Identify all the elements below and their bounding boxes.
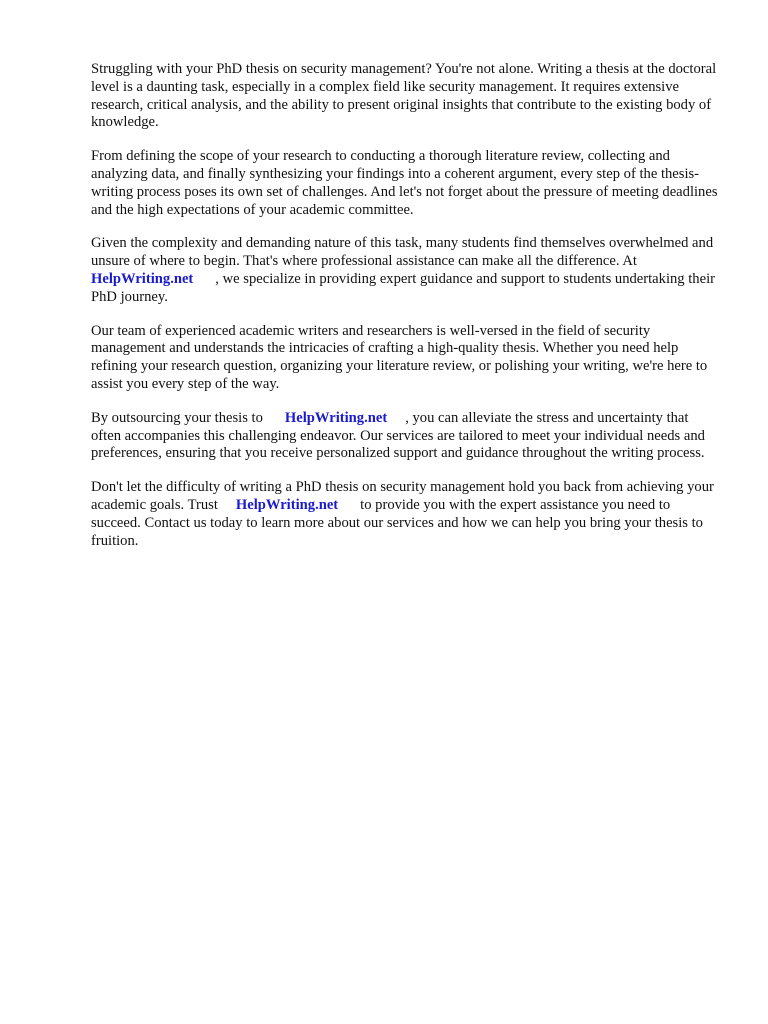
paragraph-text-before-link: By outsourcing your thesis to xyxy=(91,409,263,426)
paragraph-text-before-link: Given the complexity and demanding nature of this task, many students find themselves overwhelmed and unsure of where to begin. That's where professional assistance can make all the difference. At xyxy=(91,235,714,270)
paragraph-challenges xyxy=(91,148,721,219)
paragraph-team xyxy=(91,323,721,394)
helpwriting-link[interactable]: HelpWriting.net xyxy=(284,409,388,426)
paragraph-text: From defining the scope of your research to conducting a thorough literature review, collecting and analyzing data, and finally synthesizing your findings into a coherent argument, every step of the thesis-writing process poses its own set of challenges. And let's not forget about the pressure of meeting deadlines and the high expectations of your academic committee. xyxy=(91,148,718,218)
paragraph-outsourcing xyxy=(91,410,721,463)
paragraph-text: Struggling with your PhD thesis on security management? You're not alone. Writing a thesis at the doctoral level is a daunting task, especially in a complex field like security management. It requires extensive research, critical analysis, and the ability to present original insights that contribute to the existing body of knowledge. xyxy=(91,61,717,131)
paragraph-conclusion xyxy=(91,479,721,550)
paragraph-text-after-link: , you can alleviate the stress and uncertainty that often accompanies this challenging endeavor. Our services are tailored to meet your individual needs and preferences, ensuring that you receive personalized support and guidance throughout the writing process. xyxy=(91,409,705,462)
helpwriting-link[interactable]: HelpWriting.net xyxy=(235,496,339,513)
document-body xyxy=(91,61,721,566)
paragraph-text: Our team of experienced academic writers and researchers is well-versed in the field of security management and understands the intricacies of crafting a high-quality thesis. Whether you need help refining your research question, organizing your literature review, or polishing your writing, we're here to assist you every step of the way. xyxy=(91,322,708,392)
paragraph-text-after-link: to provide you with the expert assistance you need to succeed. Contact us today to learn more about our services and how we can help you bring your thesis to fruition. xyxy=(91,496,703,549)
helpwriting-link[interactable]: HelpWriting.net xyxy=(91,270,194,287)
paragraph-intro xyxy=(91,61,721,132)
paragraph-assistance xyxy=(91,235,721,306)
paragraph-text-before-link: Don't let the difficulty of writing a PhD thesis on security management hold you back from achieving your academic goals. Trust xyxy=(91,479,714,513)
paragraph-text-after-link: , we specialize in providing expert guidance and support to students undertaking their PhD journey. xyxy=(91,270,715,305)
